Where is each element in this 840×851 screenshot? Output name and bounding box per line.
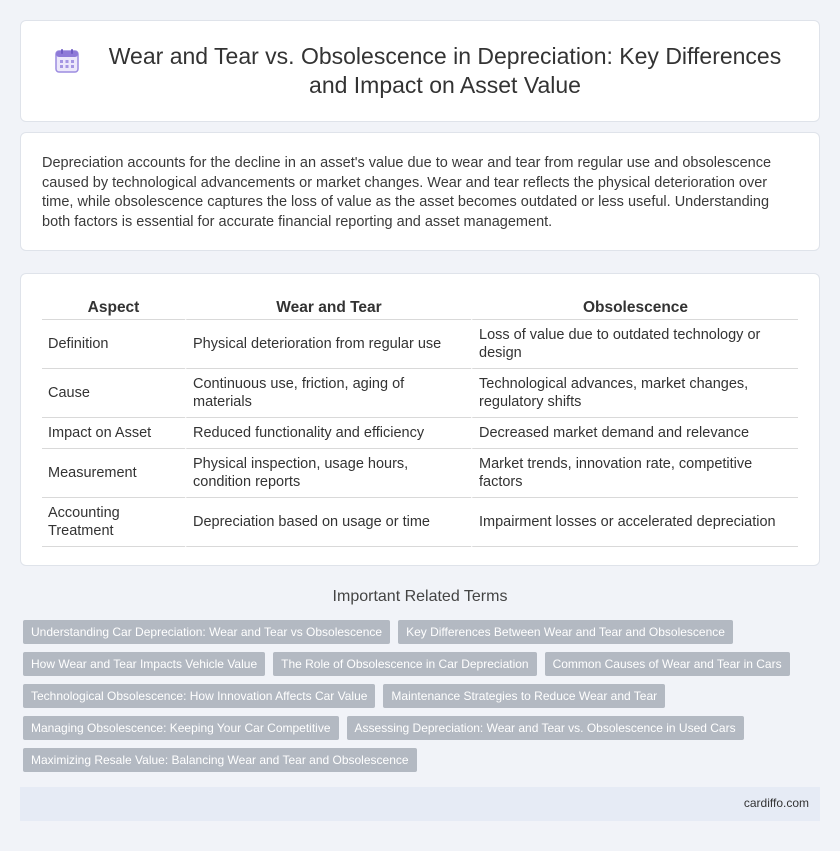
table-cell: Definition bbox=[42, 320, 185, 369]
related-term-tag[interactable]: The Role of Obsolescence in Car Depreciation bbox=[273, 652, 536, 676]
table-header-row bbox=[42, 294, 798, 320]
table-row bbox=[42, 449, 798, 498]
footer-site-name: cardiffo.com bbox=[743, 796, 809, 810]
table-cell: Market trends, innovation rate, competitive factors bbox=[471, 449, 798, 498]
related-term-tag[interactable]: How Wear and Tear Impacts Vehicle Value bbox=[23, 652, 265, 676]
page-title: Wear and Tear vs. Obsolescence in Depreciation: Key Differences and Impact on Asset Value bbox=[108, 43, 782, 98]
table-cell: Impairment losses or accelerated depreciation bbox=[471, 498, 798, 547]
intro-paragraph: Depreciation accounts for the decline in an asset's value due to wear and tear from regular use and obsolescence caused by technological advancements or market changes. Wear and tear reflects the physical deterioration over time, while obsolescence captures the loss of value as the asset becomes outdated or less useful. Understanding both factors is essential for accurate financial reporting and asset management. bbox=[42, 155, 772, 230]
table-row bbox=[42, 498, 798, 547]
related-term-tag[interactable]: Technological Obsolescence: How Innovation Affects Car Value bbox=[23, 684, 375, 708]
related-term-tag[interactable]: Understanding Car Depreciation: Wear and Tear vs Obsolescence bbox=[23, 620, 390, 644]
related-terms-list bbox=[23, 620, 813, 772]
table-row bbox=[42, 418, 798, 449]
related-term-tag[interactable]: Maximizing Resale Value: Balancing Wear and Tear and Obsolescence bbox=[23, 748, 417, 772]
table-cell: Depreciation based on usage or time bbox=[185, 498, 471, 547]
table-cell: Physical inspection, usage hours, condition reports bbox=[185, 449, 471, 498]
comparison-table-card bbox=[20, 273, 820, 566]
related-term-tag[interactable]: Managing Obsolescence: Keeping Your Car Competitive bbox=[23, 716, 339, 740]
table-cell: Reduced functionality and efficiency bbox=[185, 418, 471, 449]
header-wear-and-tear: Wear and Tear bbox=[185, 294, 471, 320]
table-cell: Decreased market demand and relevance bbox=[471, 418, 798, 449]
header-card bbox=[20, 20, 820, 122]
header-obsolescence: Obsolescence bbox=[471, 294, 798, 320]
related-term-tag[interactable]: Maintenance Strategies to Reduce Wear and Tear bbox=[383, 684, 665, 708]
table-row bbox=[42, 369, 798, 418]
table-cell: Impact on Asset bbox=[42, 418, 185, 449]
table-cell: Accounting Treatment bbox=[42, 498, 185, 547]
related-term-tag[interactable]: Assessing Depreciation: Wear and Tear vs. Obsolescence in Used Cars bbox=[347, 716, 744, 740]
header-aspect: Aspect bbox=[42, 294, 185, 320]
table-row bbox=[42, 320, 798, 369]
intro-card bbox=[20, 132, 820, 251]
table-cell: Measurement bbox=[42, 449, 185, 498]
related-term-tag[interactable]: Common Causes of Wear and Tear in Cars bbox=[545, 652, 790, 676]
comparison-table bbox=[42, 294, 798, 547]
table-cell: Continuous use, friction, aging of materials bbox=[185, 369, 471, 418]
table-cell: Cause bbox=[42, 369, 185, 418]
related-term-tag[interactable]: Key Differences Between Wear and Tear and Obsolescence bbox=[398, 620, 733, 644]
table-cell: Loss of value due to outdated technology or design bbox=[471, 320, 798, 369]
table-cell: Technological advances, market changes, regulatory shifts bbox=[471, 369, 798, 418]
footer bbox=[20, 787, 820, 821]
table-cell: Physical deterioration from regular use bbox=[185, 320, 471, 369]
related-terms-title: Important Related Terms bbox=[332, 588, 508, 605]
